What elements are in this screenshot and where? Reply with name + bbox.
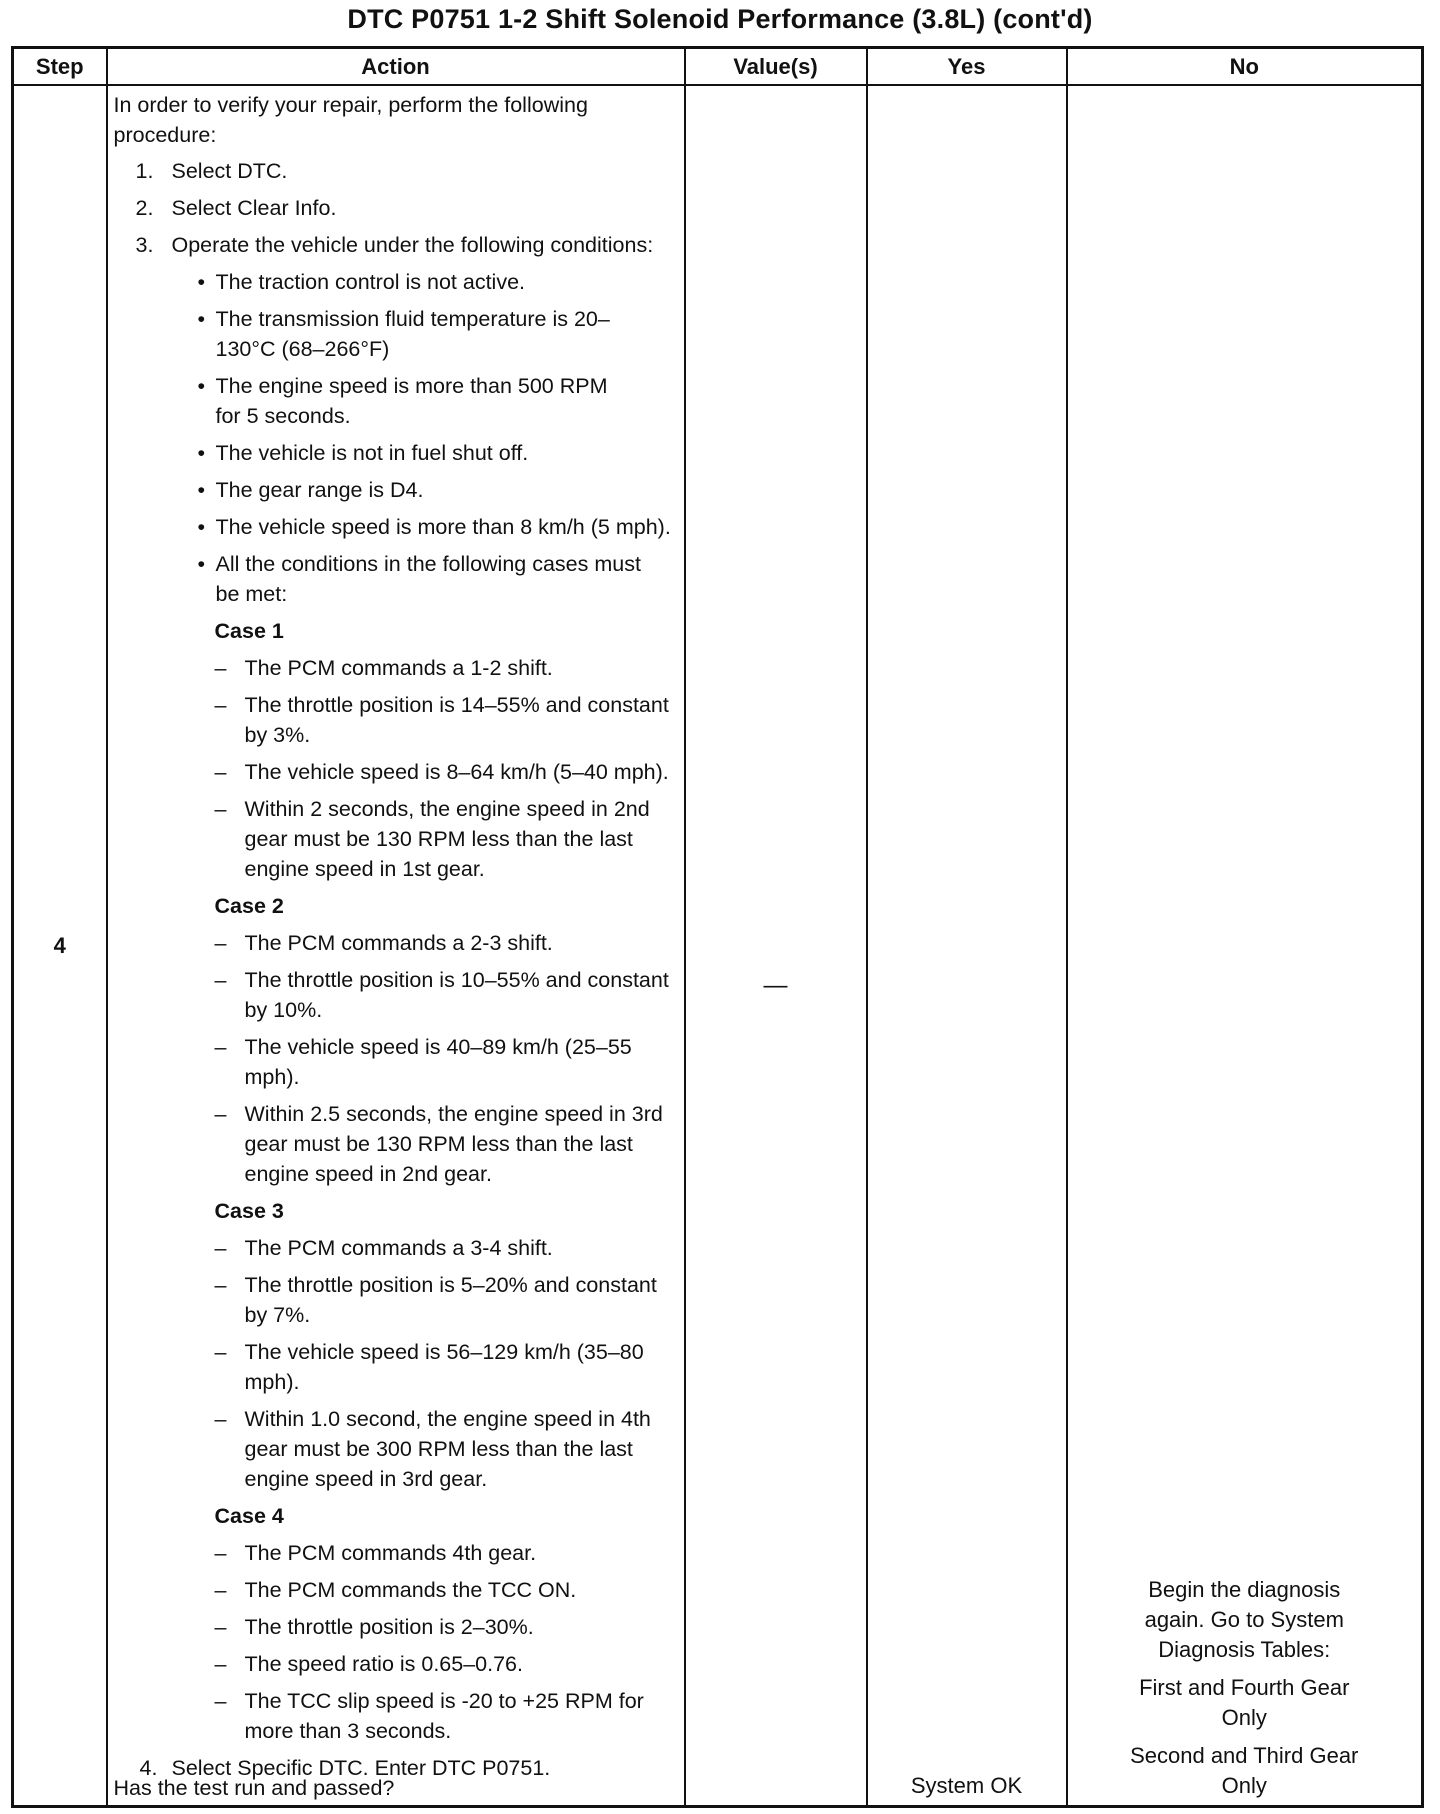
header-action: Action — [107, 48, 685, 86]
bullet-icon: • — [197, 515, 206, 539]
case-item: – The throttle position is 10–55% and constant by 10%. — [114, 965, 680, 1025]
case-item: – The PCM commands a 1-2 shift. — [114, 653, 680, 683]
bullet-icon: • — [197, 552, 206, 576]
case-item: – The PCM commands 4th gear. — [114, 1538, 680, 1568]
procedure-step: 2. Select Clear Info. — [135, 196, 337, 220]
procedure-step: 4. Select Specific DTC. Enter DTC P0751. — [139, 1756, 551, 1780]
bullet-icon: • — [197, 270, 206, 294]
condition-item: • The transmission fluid temperature is 20–130°C (68–266°F) — [114, 304, 680, 364]
bullet-icon: • — [197, 307, 206, 331]
dash-icon: – — [214, 931, 227, 955]
case-label: Case 4 — [214, 1504, 284, 1528]
case-item: – The throttle position is 2–30%. — [114, 1612, 680, 1642]
condition-item: • The gear range is D4. — [114, 475, 680, 505]
dash-icon: – — [214, 1236, 227, 1260]
dash-icon: – — [214, 1689, 227, 1713]
no-option-second-third: Second and Third Gear Only — [1130, 1743, 1359, 1798]
verification-question: Has the test run and passed? — [113, 1776, 395, 1800]
yes-result: System OK — [910, 1773, 1023, 1798]
header-step: Step — [13, 48, 107, 86]
dash-icon: – — [214, 1102, 227, 1126]
yes-cell — [867, 85, 1067, 1807]
bullet-icon: • — [197, 441, 206, 465]
dash-icon: – — [214, 1652, 227, 1676]
value-cell — [685, 85, 867, 1807]
case-item: – The speed ratio is 0.65–0.76. — [114, 1649, 680, 1679]
header-row — [13, 48, 1423, 86]
dash-icon: – — [214, 1407, 227, 1431]
condition-item: • The vehicle speed is more than 8 km/h (5 mph). — [114, 512, 680, 542]
procedure-step: 3. Operate the vehicle under the following conditions: — [135, 233, 654, 257]
dash-icon: – — [214, 1035, 227, 1059]
dash-icon: – — [214, 797, 227, 821]
no-cell — [1067, 85, 1423, 1807]
case-item: – The vehicle speed is 40–89 km/h (25–55 mph). — [114, 1032, 680, 1092]
table-row — [13, 85, 1423, 1807]
step-number: 4 — [13, 85, 107, 1807]
case-label: Case 3 — [214, 1199, 284, 1223]
diagnostic-table — [11, 46, 1424, 1808]
dash-icon: – — [214, 968, 227, 992]
value-dash: — — [763, 972, 788, 999]
dash-icon: – — [214, 1273, 227, 1297]
case-label: Case 1 — [214, 619, 284, 643]
header-no: No — [1067, 48, 1423, 86]
case-item: – Within 2 seconds, the engine speed in 2nd gear must be 130 RPM less than the last engine speed in 1st gear. — [114, 794, 680, 884]
bullet-icon: • — [197, 478, 206, 502]
dash-icon: – — [214, 693, 227, 717]
no-option-first-fourth: First and Fourth Gear Only — [1139, 1675, 1350, 1730]
case-item: – The vehicle speed is 8–64 km/h (5–40 mph). — [114, 757, 680, 787]
condition-item: • All the conditions in the following cases must be met: — [114, 549, 680, 609]
condition-item: • The engine speed is more than 500 RPM for 5 seconds. — [114, 371, 680, 431]
case-item: – The TCC slip speed is -20 to +25 RPM for more than 3 seconds. — [114, 1686, 680, 1746]
condition-item: • The traction control is not active. — [114, 267, 680, 297]
case-item: – The PCM commands a 2-3 shift. — [114, 928, 680, 958]
action-intro: In order to verify your repair, perform the following procedure: — [113, 93, 588, 147]
dash-icon: – — [214, 1340, 227, 1364]
procedure-step: 1. Select DTC. — [135, 159, 288, 183]
condition-item: • The vehicle is not in fuel shut off. — [114, 438, 680, 468]
bullet-icon: • — [197, 374, 206, 398]
dash-icon: – — [214, 656, 227, 680]
case-item: – The PCM commands a 3-4 shift. — [114, 1233, 680, 1263]
page-title: DTC P0751 1-2 Shift Solenoid Performance (3.8L) (cont'd) — [347, 4, 1093, 34]
case-item: – The throttle position is 14–55% and constant by 3%. — [114, 690, 680, 750]
case-label: Case 2 — [214, 894, 284, 918]
dash-icon: – — [214, 760, 227, 784]
case-item: – Within 2.5 seconds, the engine speed in 3rd gear must be 130 RPM less than the last engine speed in 2nd gear. — [114, 1099, 680, 1189]
dash-icon: – — [214, 1578, 227, 1602]
no-instruction: Begin the diagnosis again. Go to System Diagnosis Tables: — [1144, 1577, 1344, 1662]
case-item: – The PCM commands the TCC ON. — [114, 1575, 680, 1605]
dash-icon: – — [214, 1615, 227, 1639]
dash-icon: – — [214, 1541, 227, 1565]
header-yes: Yes — [867, 48, 1067, 86]
case-item: – Within 1.0 second, the engine speed in 4th gear must be 300 RPM less than the last engine speed in 3rd gear. — [114, 1404, 680, 1494]
case-item: – The vehicle speed is 56–129 km/h (35–80 mph). — [114, 1337, 680, 1397]
header-values: Value(s) — [685, 48, 867, 86]
action-cell — [107, 85, 685, 1807]
case-item: – The throttle position is 5–20% and constant by 7%. — [114, 1270, 680, 1330]
